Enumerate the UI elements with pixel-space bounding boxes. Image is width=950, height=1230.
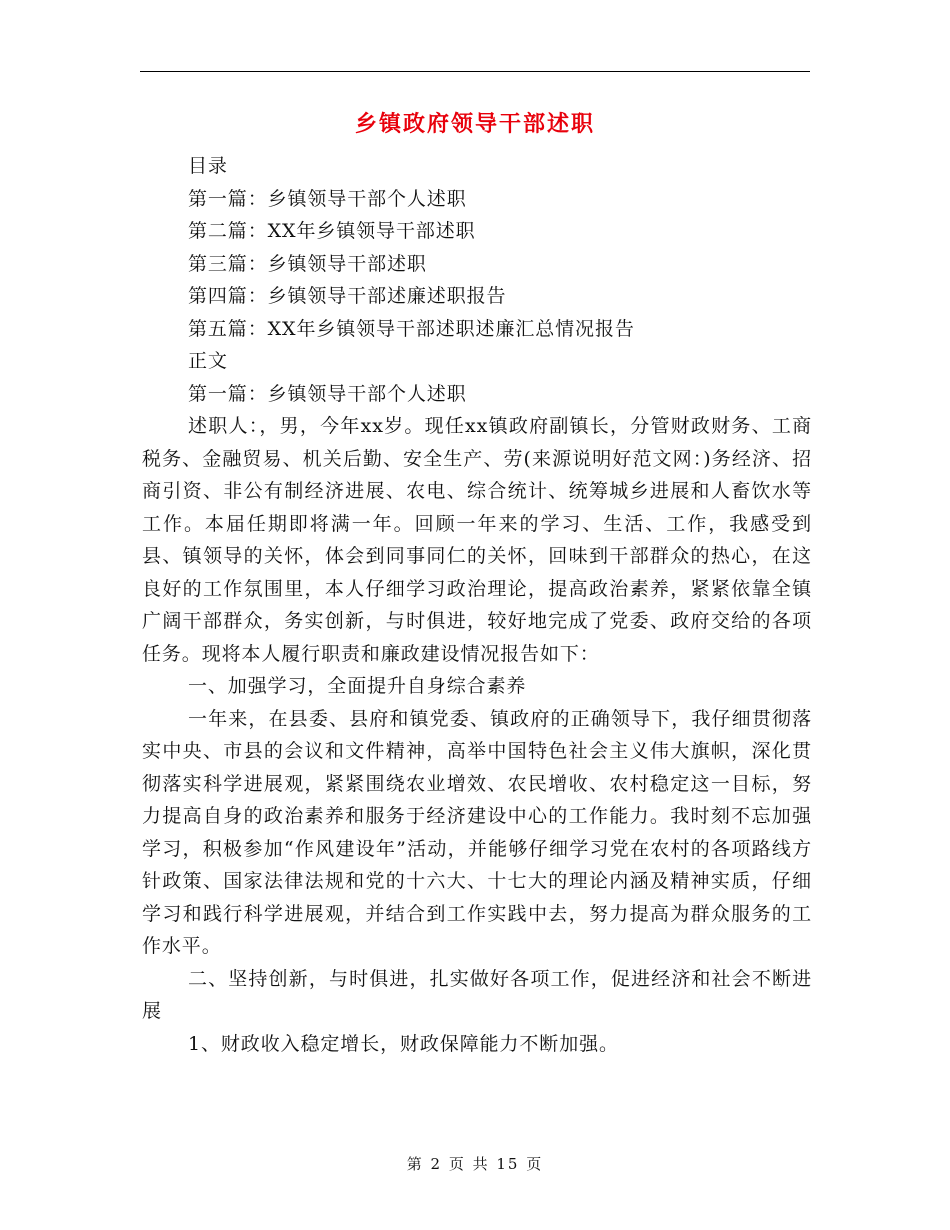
toc-item: 第二篇：XX年乡镇领导干部述职 <box>188 220 476 242</box>
section-heading: 二、坚持创新，与时俱进，扎实做好各项工作，促进经济和社会不断进展 <box>142 967 812 1022</box>
document-body <box>142 150 812 1060</box>
page-number: 第 2 页 共 15 页 <box>406 1155 544 1173</box>
body-paragraph: 一年来，在县委、县府和镇党委、镇政府的正确领导下，我仔细贯彻落实中央、市县的会议和文件精神，高举中国特色社会主义伟大旗帜，深化贯彻落实科学进展观，紧紧围绕农业增效、农民增收、农村稳定这一目标，努力提高自身的政治素养和服务于经济建设中心的工作能力。我时刻不忘加强学习，积极参加“作风建设年”活动，并能够仔细学习党在农村的各项路线方针政策、国家法律法规和党的十六大、十七大的理论内涵及精神实质，仔细学习和践行科学进展观，并结合到工作实践中去，努力提高为群众服务的工作水平。 <box>142 707 812 957</box>
header-rule <box>140 71 810 72</box>
subsection-heading: 1、财政收入稳定增长，财政保障能力不断加强。 <box>188 1032 619 1055</box>
chapter-title: 第一篇：乡镇领导干部个人述职 <box>188 382 467 405</box>
toc-item: 第五篇：XX年乡镇领导干部述职述廉汇总情况报告 <box>188 317 635 340</box>
section-heading: 一、加强学习，全面提升自身综合素养 <box>188 675 527 697</box>
toc-item: 第四篇：乡镇领导干部述廉述职报告 <box>188 285 507 307</box>
document-title: 乡镇政府领导干部述职 <box>354 112 595 137</box>
toc-item: 第三篇：乡镇领导干部述职 <box>188 252 427 275</box>
toc-item: 第一篇：乡镇领导干部个人述职 <box>188 187 467 210</box>
toc-heading: 目录 <box>188 155 228 177</box>
body-heading: 正文 <box>188 350 228 372</box>
body-paragraph: 述职人：，男，今年xx岁。现任xx镇政府副镇长，分管财政财务、工商税务、金融贸易、机关后勤、安全生产、劳(来源说明好范文网：)务经济、招商引资、非公有制经济进展、农电、综合统计、统筹城乡进展和人畜饮水等工作。本届任期即将满一年。回顾一年来的学习、生活、工作，我感受到县、镇领导的关怀，体会到同事同仁的关怀，回味到干部群众的热心，在这良好的工作氛围里，本人仔细学习政治理论，提高政治素养，紧紧依靠全镇广阔干部群众，务实创新，与时俱进，较好地完成了党委、政府交给的各项任务。现将本人履行职责和廉政建设情况报告如下： <box>142 415 812 665</box>
